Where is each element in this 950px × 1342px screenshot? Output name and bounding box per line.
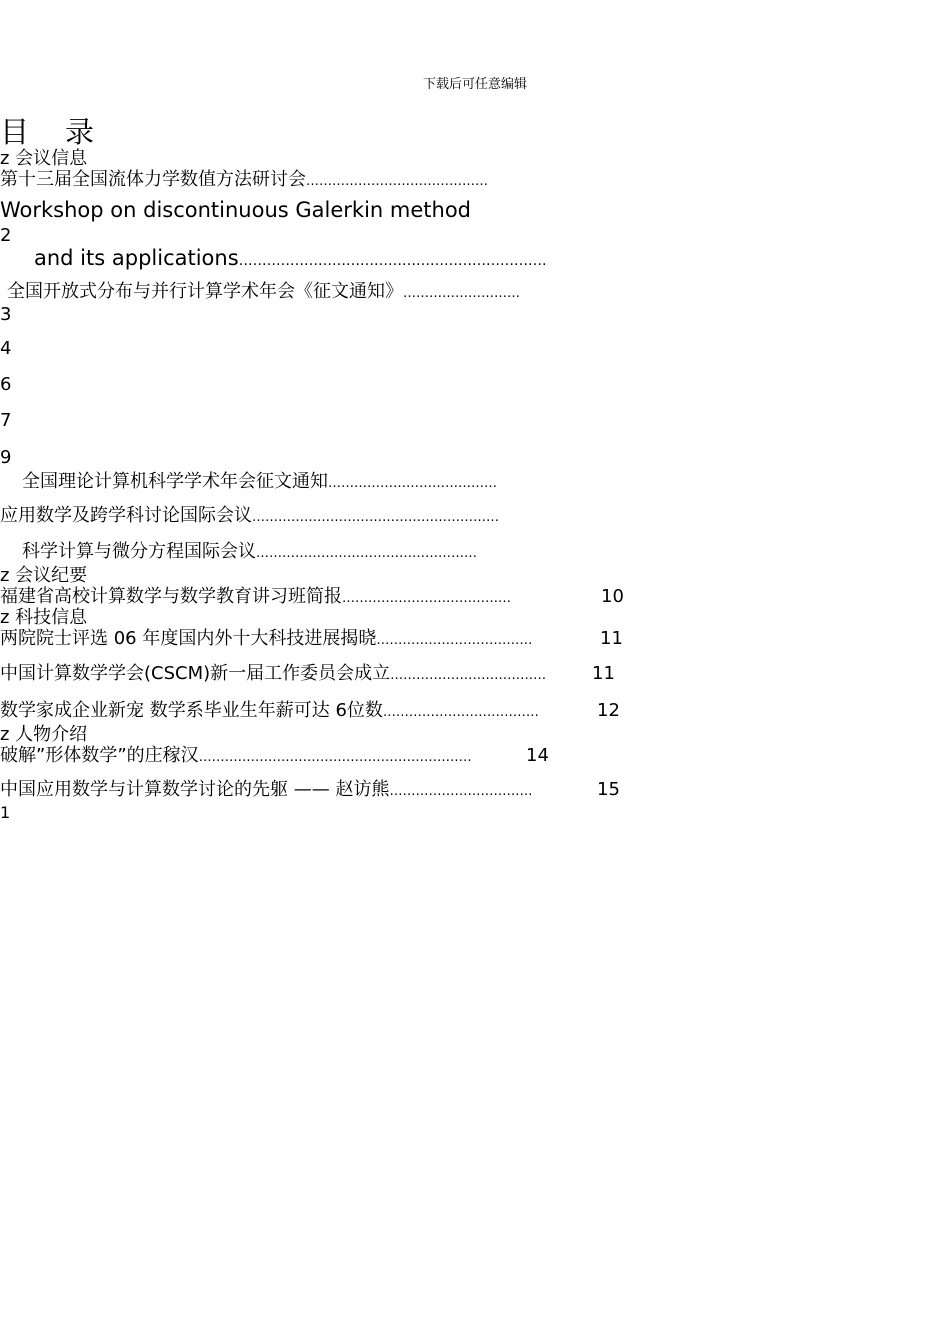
toc-entry-7-title: 福建省高校计算数学与数学教育讲习班简报 bbox=[0, 586, 342, 607]
page-num-9: 9 bbox=[0, 447, 12, 468]
toc-entry-4-leader: ………………………………… bbox=[328, 476, 497, 491]
toc-entry-6 bbox=[22, 543, 477, 561]
toc-entry-9-page: 11 bbox=[592, 663, 615, 684]
toc-entry-8-page: 11 bbox=[600, 628, 623, 649]
toc-entry-10-page: 12 bbox=[597, 700, 620, 721]
toc-entry-11 bbox=[0, 747, 472, 765]
toc-entry-2-title: and its applications bbox=[34, 246, 239, 270]
toc-entry-10-leader: ……………………………… bbox=[382, 705, 539, 720]
download-note: 下载后可任意编辑 bbox=[422, 77, 527, 92]
toc-entry-7 bbox=[0, 588, 511, 606]
toc-entry-2-line1: Workshop on discontinuous Galerkin method bbox=[0, 198, 471, 222]
toc-entry-3-title: 全国开放式分布与并行计算学术年会《征文通知》 bbox=[7, 281, 403, 302]
section-people: z 人物介绍 bbox=[0, 724, 88, 745]
toc-entry-7-page: 10 bbox=[601, 586, 624, 607]
toc-entry-5-leader: ………………………………………………… bbox=[252, 510, 499, 525]
toc-entry-8 bbox=[0, 630, 532, 648]
toc-entry-6-title: 科学计算与微分方程国际会议 bbox=[22, 541, 256, 562]
toc-entry-6-leader: …………………………………………… bbox=[256, 546, 477, 561]
toc-entry-4-title: 全国理论计算机科学学术年会征文通知 bbox=[22, 471, 328, 492]
toc-title-char-1: 目 bbox=[0, 115, 30, 149]
section-meeting-minutes: z 会议纪要 bbox=[0, 565, 88, 586]
toc-title-char-2: 录 bbox=[65, 115, 95, 149]
toc-title bbox=[0, 115, 95, 149]
toc-entry-7-leader: ………………………………… bbox=[342, 591, 511, 606]
toc-entry-1-leader: …………………………………… bbox=[306, 174, 488, 189]
toc-entry-9-title: 中国计算数学学会(CSCM)新一届工作委员会成立 bbox=[0, 663, 391, 684]
toc-entry-11-title: 破解”形体数学”的庄稼汉 bbox=[0, 745, 199, 766]
page-num-2: 2 bbox=[0, 225, 12, 246]
toc-entry-8-leader: ……………………………… bbox=[376, 633, 533, 648]
toc-entry-3 bbox=[7, 283, 520, 301]
toc-entry-5-title: 应用数学及跨学科讨论国际会议 bbox=[0, 505, 252, 526]
section-meeting-info: z 会议信息 bbox=[0, 148, 88, 169]
toc-entry-12-leader: …………………………… bbox=[389, 784, 533, 799]
toc-entry-2-leader: ………………………………………………………… bbox=[238, 253, 547, 269]
section-tech-info: z 科技信息 bbox=[0, 607, 88, 628]
toc-entry-1-title: 第十三届全国流体力学数值方法研讨会 bbox=[0, 169, 306, 190]
page-num-7: 7 bbox=[0, 410, 12, 431]
page-num-3: 3 bbox=[0, 304, 12, 325]
toc-entry-11-leader: ……………………………………………………… bbox=[198, 750, 472, 765]
toc-entry-4 bbox=[22, 473, 497, 491]
toc-entry-2-line2 bbox=[34, 248, 547, 269]
toc-entry-12-title: 中国应用数学与计算数学讨论的先躯 —— 赵访熊 bbox=[0, 779, 390, 800]
toc-entry-11-page: 14 bbox=[526, 745, 549, 766]
toc-entry-9 bbox=[0, 665, 546, 683]
toc-entry-10-title: 数学家成企业新宠 数学系毕业生年薪可达 6位数 bbox=[0, 700, 383, 721]
page-num-4: 4 bbox=[0, 338, 12, 359]
toc-entry-3-leader: ……………………… bbox=[403, 286, 520, 301]
toc-entry-8-title: 两院院士评选 06 年度国内外十大科技进展揭晓 bbox=[0, 628, 377, 649]
toc-entry-9-leader: ……………………………… bbox=[390, 668, 547, 683]
toc-entry-1 bbox=[0, 171, 488, 189]
toc-entry-12-page: 15 bbox=[597, 779, 620, 800]
page-number: 1 bbox=[0, 803, 11, 822]
toc-entry-12 bbox=[0, 781, 532, 799]
toc-entry-5 bbox=[0, 507, 499, 525]
page-num-6: 6 bbox=[0, 374, 12, 395]
toc-entry-10 bbox=[0, 702, 539, 720]
